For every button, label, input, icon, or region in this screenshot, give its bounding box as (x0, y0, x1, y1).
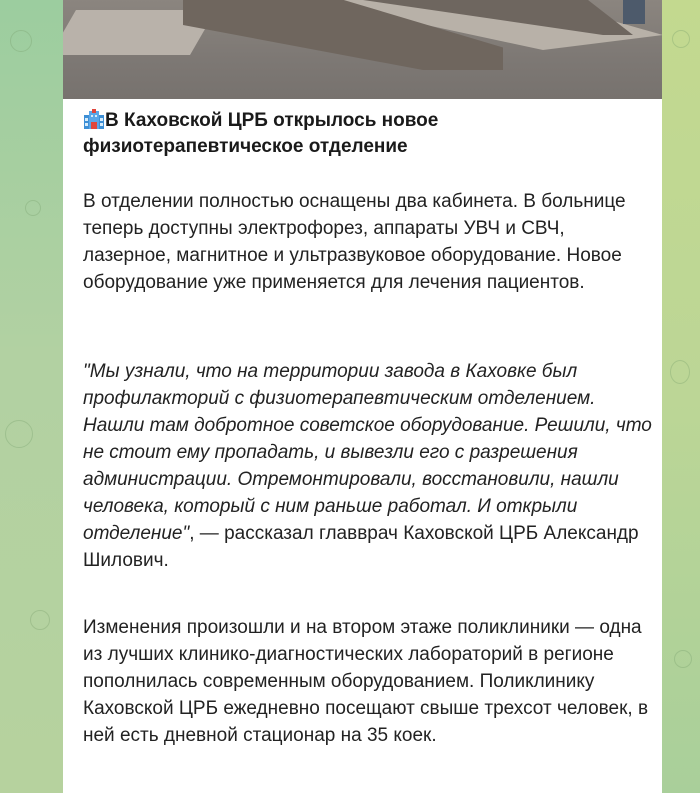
message-text (83, 108, 653, 746)
paragraph-equipment: В отделении полностью оснащены два кабинета. В больнице теперь доступны электрофорез, аппараты УВЧ и СВЧ, лазерное, магнитное и ультразвуковое оборудование. Новое оборудование уже применяется для лечения пациентов. (83, 191, 626, 293)
hospital-icon (83, 109, 105, 129)
quote-attribution: , — рассказал главврач Каховской ЦРБ Александр Шилович. (83, 523, 639, 571)
doodle-decoration (10, 30, 32, 52)
paragraph-quote (83, 358, 653, 574)
doodle-decoration (25, 200, 41, 216)
doodle-decoration (670, 360, 690, 384)
quote-text: "Мы узнали, что на территории завода в Каховке был профилакторий с физиотерапевтическим отделением. Нашли там добротное советское оборудование. Решили, что не стоит ему пропадать, и вывезли его с разрешения администрации. Отремонтировали, восстановили, нашли человека, который с ним раньше работал. И открыли отделение" (83, 361, 652, 544)
doodle-decoration (674, 650, 692, 668)
post-title (83, 108, 653, 160)
paragraph-laboratory: Изменения произошли и на втором этаже поликлиники — одна из лучших клинико-диагностических лабораторий в регионе пополнилась современным оборудованием. Поликлинику Каховской ЦРБ ежедневно посещают свыше трехсот человек, в ней есть дневной стационар на 35 коек. (83, 617, 649, 746)
post-photo[interactable] (63, 0, 662, 99)
doodle-decoration (672, 30, 690, 48)
photo-person (623, 0, 645, 24)
chat-background-left (0, 0, 63, 793)
doodle-decoration (5, 420, 33, 448)
chat-background-right (662, 0, 700, 793)
message-bubble (63, 0, 662, 793)
doodle-decoration (30, 610, 50, 630)
post-title-text: В Каховской ЦРБ открылось новое физиотерапевтическое отделение (83, 110, 439, 157)
